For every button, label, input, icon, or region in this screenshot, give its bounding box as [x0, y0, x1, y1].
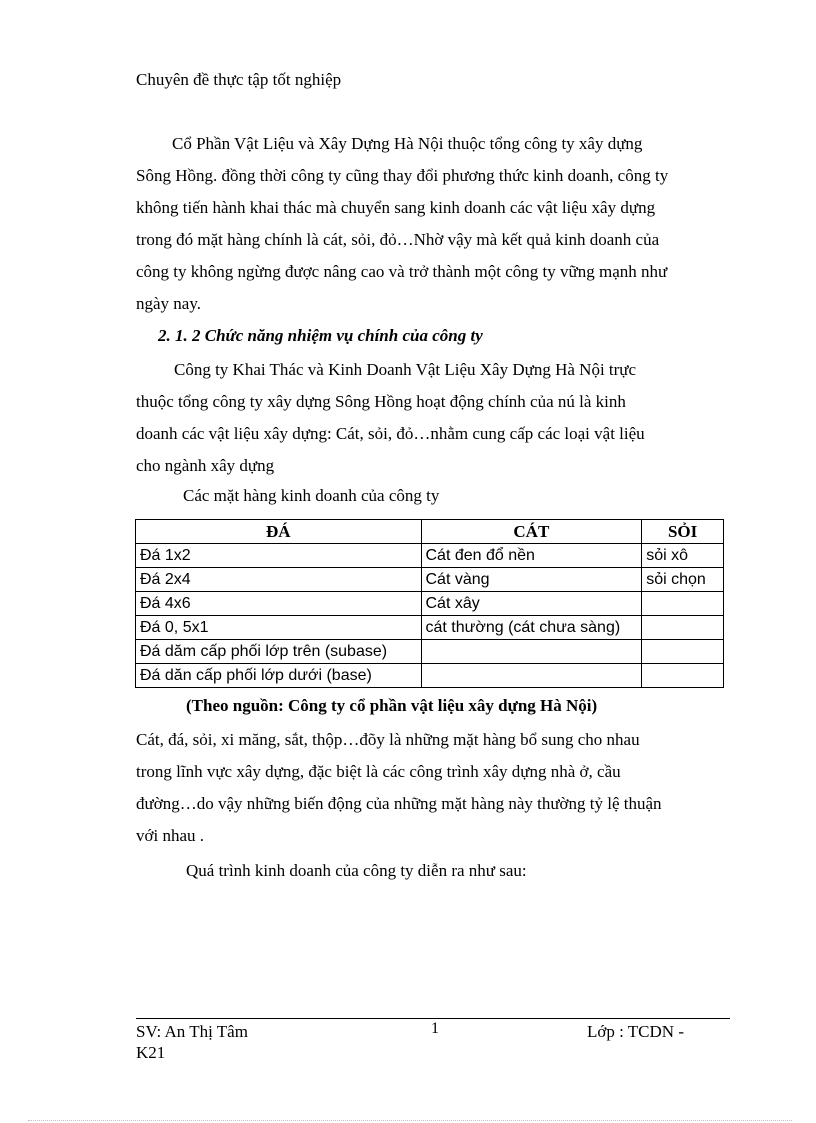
table-cell [421, 664, 642, 688]
table-cell: Cát vàng [421, 568, 642, 592]
paragraph-intro [136, 128, 739, 320]
table-cell: Đá 1x2 [136, 544, 422, 568]
table-cell: sỏi chọn [642, 568, 724, 592]
text-line: doanh các vật liệu xây dựng: Cát, sỏi, đỏ…nhằm cung cấp các loại vật liệu [136, 424, 645, 443]
table-cell: Đá 4x6 [136, 592, 422, 616]
footer-student: SV: An Thị Tâm [136, 1022, 248, 1041]
table-row [136, 568, 724, 592]
text-line: Sông Hồng. đồng thời công ty cũng thay đổi phương thức kinh doanh, công ty [136, 166, 669, 185]
page-bottom-border [28, 1120, 792, 1121]
table-cell: Cát xây [421, 592, 642, 616]
text-line: công ty không ngừng được nâng cao và trở thành một công ty vững mạnh như [136, 262, 668, 281]
table-cell [642, 592, 724, 616]
page-number: 1 [431, 1020, 439, 1037]
table-caption: Các mặt hàng kinh doanh của công ty [183, 486, 440, 505]
column-header-sand: CÁT [421, 520, 642, 544]
footer-class: Lớp : TCDN - [587, 1022, 684, 1041]
table-row [136, 640, 724, 664]
table-cell: Cát đen đổ nền [421, 544, 642, 568]
table-row [136, 592, 724, 616]
text-line: trong đó mặt hàng chính là cát, sỏi, đỏ…Nhờ vậy mà kết quả kinh doanh của [136, 230, 660, 249]
paragraph-functions [136, 354, 739, 482]
table-cell: Đá 2x4 [136, 568, 422, 592]
column-header-stone: ĐÁ [136, 520, 422, 544]
text-line: Quá trình kinh doanh của công ty diễn ra như sau: [186, 861, 527, 880]
table-header-row [136, 520, 724, 544]
text-line: không tiến hành khai thác mà chuyển sang kinh doanh các vật liệu xây dựng [136, 198, 656, 217]
table-cell: Đá dăm cấp phối lớp trên (subase) [136, 640, 422, 664]
table-cell [642, 664, 724, 688]
text-line: ngày nay. [136, 294, 201, 313]
table-cell: sỏi xô [642, 544, 724, 568]
paragraph-complementary [136, 724, 739, 852]
text-line: thuộc tổng công ty xây dựng Sông Hồng hoạt động chính của nú là kinh [136, 392, 626, 411]
text-line: cho ngành xây dựng [136, 456, 275, 475]
table-row [136, 664, 724, 688]
text-line: với nhau . [136, 826, 205, 845]
table-cell [642, 616, 724, 640]
table-cell: cát thường (cát chưa sàng) [421, 616, 642, 640]
text-line: trong lĩnh vực xây dựng, đặc biệt là các công trình xây dựng nhà ở, cầu [136, 762, 621, 781]
text-line: Cát, đá, sỏi, xi măng, sắt, thộp…đõy là những mặt hàng bổ sung cho nhau [136, 730, 640, 749]
product-table [135, 519, 724, 688]
table-row [136, 544, 724, 568]
footer-student-continued: K21 [136, 1043, 166, 1062]
page-header: Chuyên đề thực tập tốt nghiệp [136, 70, 342, 89]
table-cell: Đá dăn cấp phối lớp dưới (base) [136, 664, 422, 688]
footer-divider [136, 1018, 730, 1019]
section-heading: 2. 1. 2 Chức năng nhiệm vụ chính của công ty [158, 326, 483, 345]
table-cell [642, 640, 724, 664]
table-source-note: (Theo nguồn: Công ty cổ phần vật liệu xây dựng Hà Nội) [186, 696, 598, 715]
table-cell [421, 640, 642, 664]
text-line: Cổ Phần Vật Liệu và Xây Dựng Hà Nội thuộc tổng công ty xây dựng [172, 134, 643, 153]
paragraph-process [136, 855, 739, 887]
table-row [136, 616, 724, 640]
text-line: Công ty Khai Thác và Kinh Doanh Vật Liệu Xây Dựng Hà Nội trực [174, 360, 637, 379]
column-header-gravel: SỎI [642, 520, 724, 544]
table-cell: Đá 0, 5x1 [136, 616, 422, 640]
text-line: đường…do vậy những biến động của những mặt hàng này thường tỷ lệ thuận [136, 794, 662, 813]
